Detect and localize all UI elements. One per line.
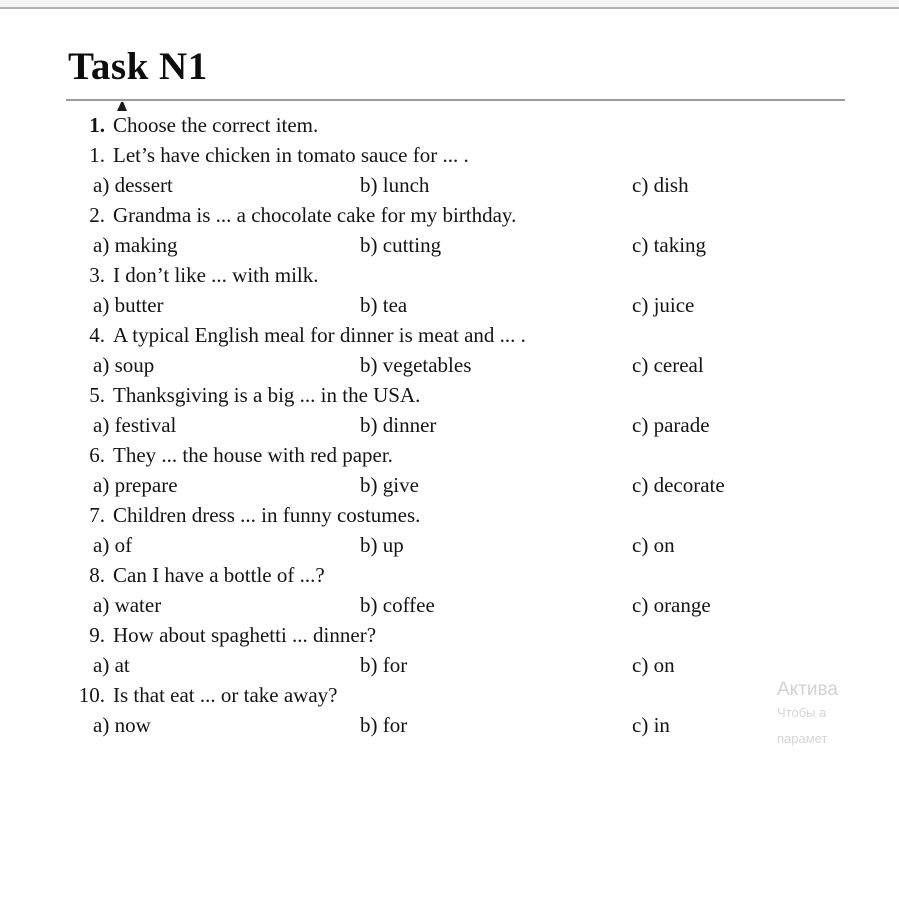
question-row	[0, 500, 899, 530]
quiz-body	[0, 110, 899, 740]
question-text: How about spaghetti ... dinner?	[113, 623, 377, 647]
question-text: Let’s have chicken in tomato sauce for ... .	[113, 143, 469, 167]
option-c: c) dish	[632, 173, 689, 197]
option-c: c) on	[632, 533, 675, 557]
question-number: 1.	[89, 143, 105, 167]
watermark-line-3: парамет	[777, 731, 828, 746]
question-row	[0, 560, 899, 590]
option-a: a) of	[93, 533, 133, 557]
option-a: a) water	[93, 593, 162, 617]
question-number: 2.	[89, 203, 105, 227]
options-row	[0, 470, 899, 500]
question-text: Children dress ... in funny costumes.	[113, 503, 421, 527]
options-row	[0, 650, 899, 680]
option-a: a) making	[93, 233, 178, 257]
windows-activation-watermark	[777, 679, 847, 757]
option-a: a) at	[93, 653, 130, 677]
question-number: 6.	[89, 443, 105, 467]
question-row	[0, 380, 899, 410]
option-c: c) decorate	[632, 473, 725, 497]
option-b: b) coffee	[360, 593, 435, 617]
option-b: b) tea	[360, 293, 408, 317]
question-number: 9.	[89, 623, 105, 647]
option-b: b) give	[360, 473, 419, 497]
question-number: 7.	[89, 503, 105, 527]
option-c: c) cereal	[632, 353, 704, 377]
option-c: c) orange	[632, 593, 711, 617]
option-a: a) now	[93, 713, 151, 737]
instruction-text: Choose the correct item.	[113, 113, 319, 137]
question-text: They ... the house with red paper.	[113, 443, 393, 467]
option-b: b) for	[360, 653, 408, 677]
option-b: b) lunch	[360, 173, 430, 197]
question-text: Thanksgiving is a big ... in the USA.	[113, 383, 421, 407]
options-row	[0, 290, 899, 320]
question-text: Can I have a bottle of ...?	[113, 563, 325, 587]
option-b: b) dinner	[360, 413, 437, 437]
options-row	[0, 410, 899, 440]
option-a: a) prepare	[93, 473, 178, 497]
option-c: c) on	[632, 653, 675, 677]
question-number: 8.	[89, 563, 105, 587]
options-row	[0, 590, 899, 620]
instruction-row	[0, 110, 899, 140]
top-border-strip	[0, 0, 899, 9]
options-row	[0, 710, 899, 740]
question-row	[0, 680, 899, 710]
option-b: b) vegetables	[360, 353, 472, 377]
option-a: a) soup	[93, 353, 155, 377]
options-row	[0, 350, 899, 380]
watermark-line-1: Актива	[777, 679, 838, 700]
question-number: 4.	[89, 323, 105, 347]
option-a: a) dessert	[93, 173, 173, 197]
question-row	[0, 260, 899, 290]
question-row	[0, 440, 899, 470]
option-c: c) parade	[632, 413, 710, 437]
question-row	[0, 620, 899, 650]
questions-list	[0, 140, 899, 740]
option-c: c) in	[632, 713, 670, 737]
question-text: I don’t like ... with milk.	[113, 263, 319, 287]
option-c: c) juice	[632, 293, 695, 317]
option-b: b) cutting	[360, 233, 442, 257]
question-number: 10.	[78, 683, 105, 707]
question-row	[0, 140, 899, 170]
question-row	[0, 200, 899, 230]
option-b: b) up	[360, 533, 404, 557]
option-a: a) butter	[93, 293, 164, 317]
question-text: Is that eat ... or take away?	[113, 683, 338, 707]
instruction-number: 1.	[89, 113, 105, 137]
watermark-line-2: Чтобы а	[777, 705, 827, 720]
options-row	[0, 170, 899, 200]
title-underline-rule	[66, 99, 845, 101]
question-text: A typical English meal for dinner is meat and ... .	[113, 323, 526, 347]
question-number: 3.	[89, 263, 105, 287]
question-number: 5.	[89, 383, 105, 407]
option-c: c) taking	[632, 233, 707, 257]
question-text: Grandma is ... a chocolate cake for my birthday.	[113, 203, 517, 227]
page-title: Task N1	[68, 45, 208, 88]
options-row	[0, 230, 899, 260]
question-row	[0, 320, 899, 350]
option-b: b) for	[360, 713, 408, 737]
option-a: a) festival	[93, 413, 177, 437]
options-row	[0, 530, 899, 560]
